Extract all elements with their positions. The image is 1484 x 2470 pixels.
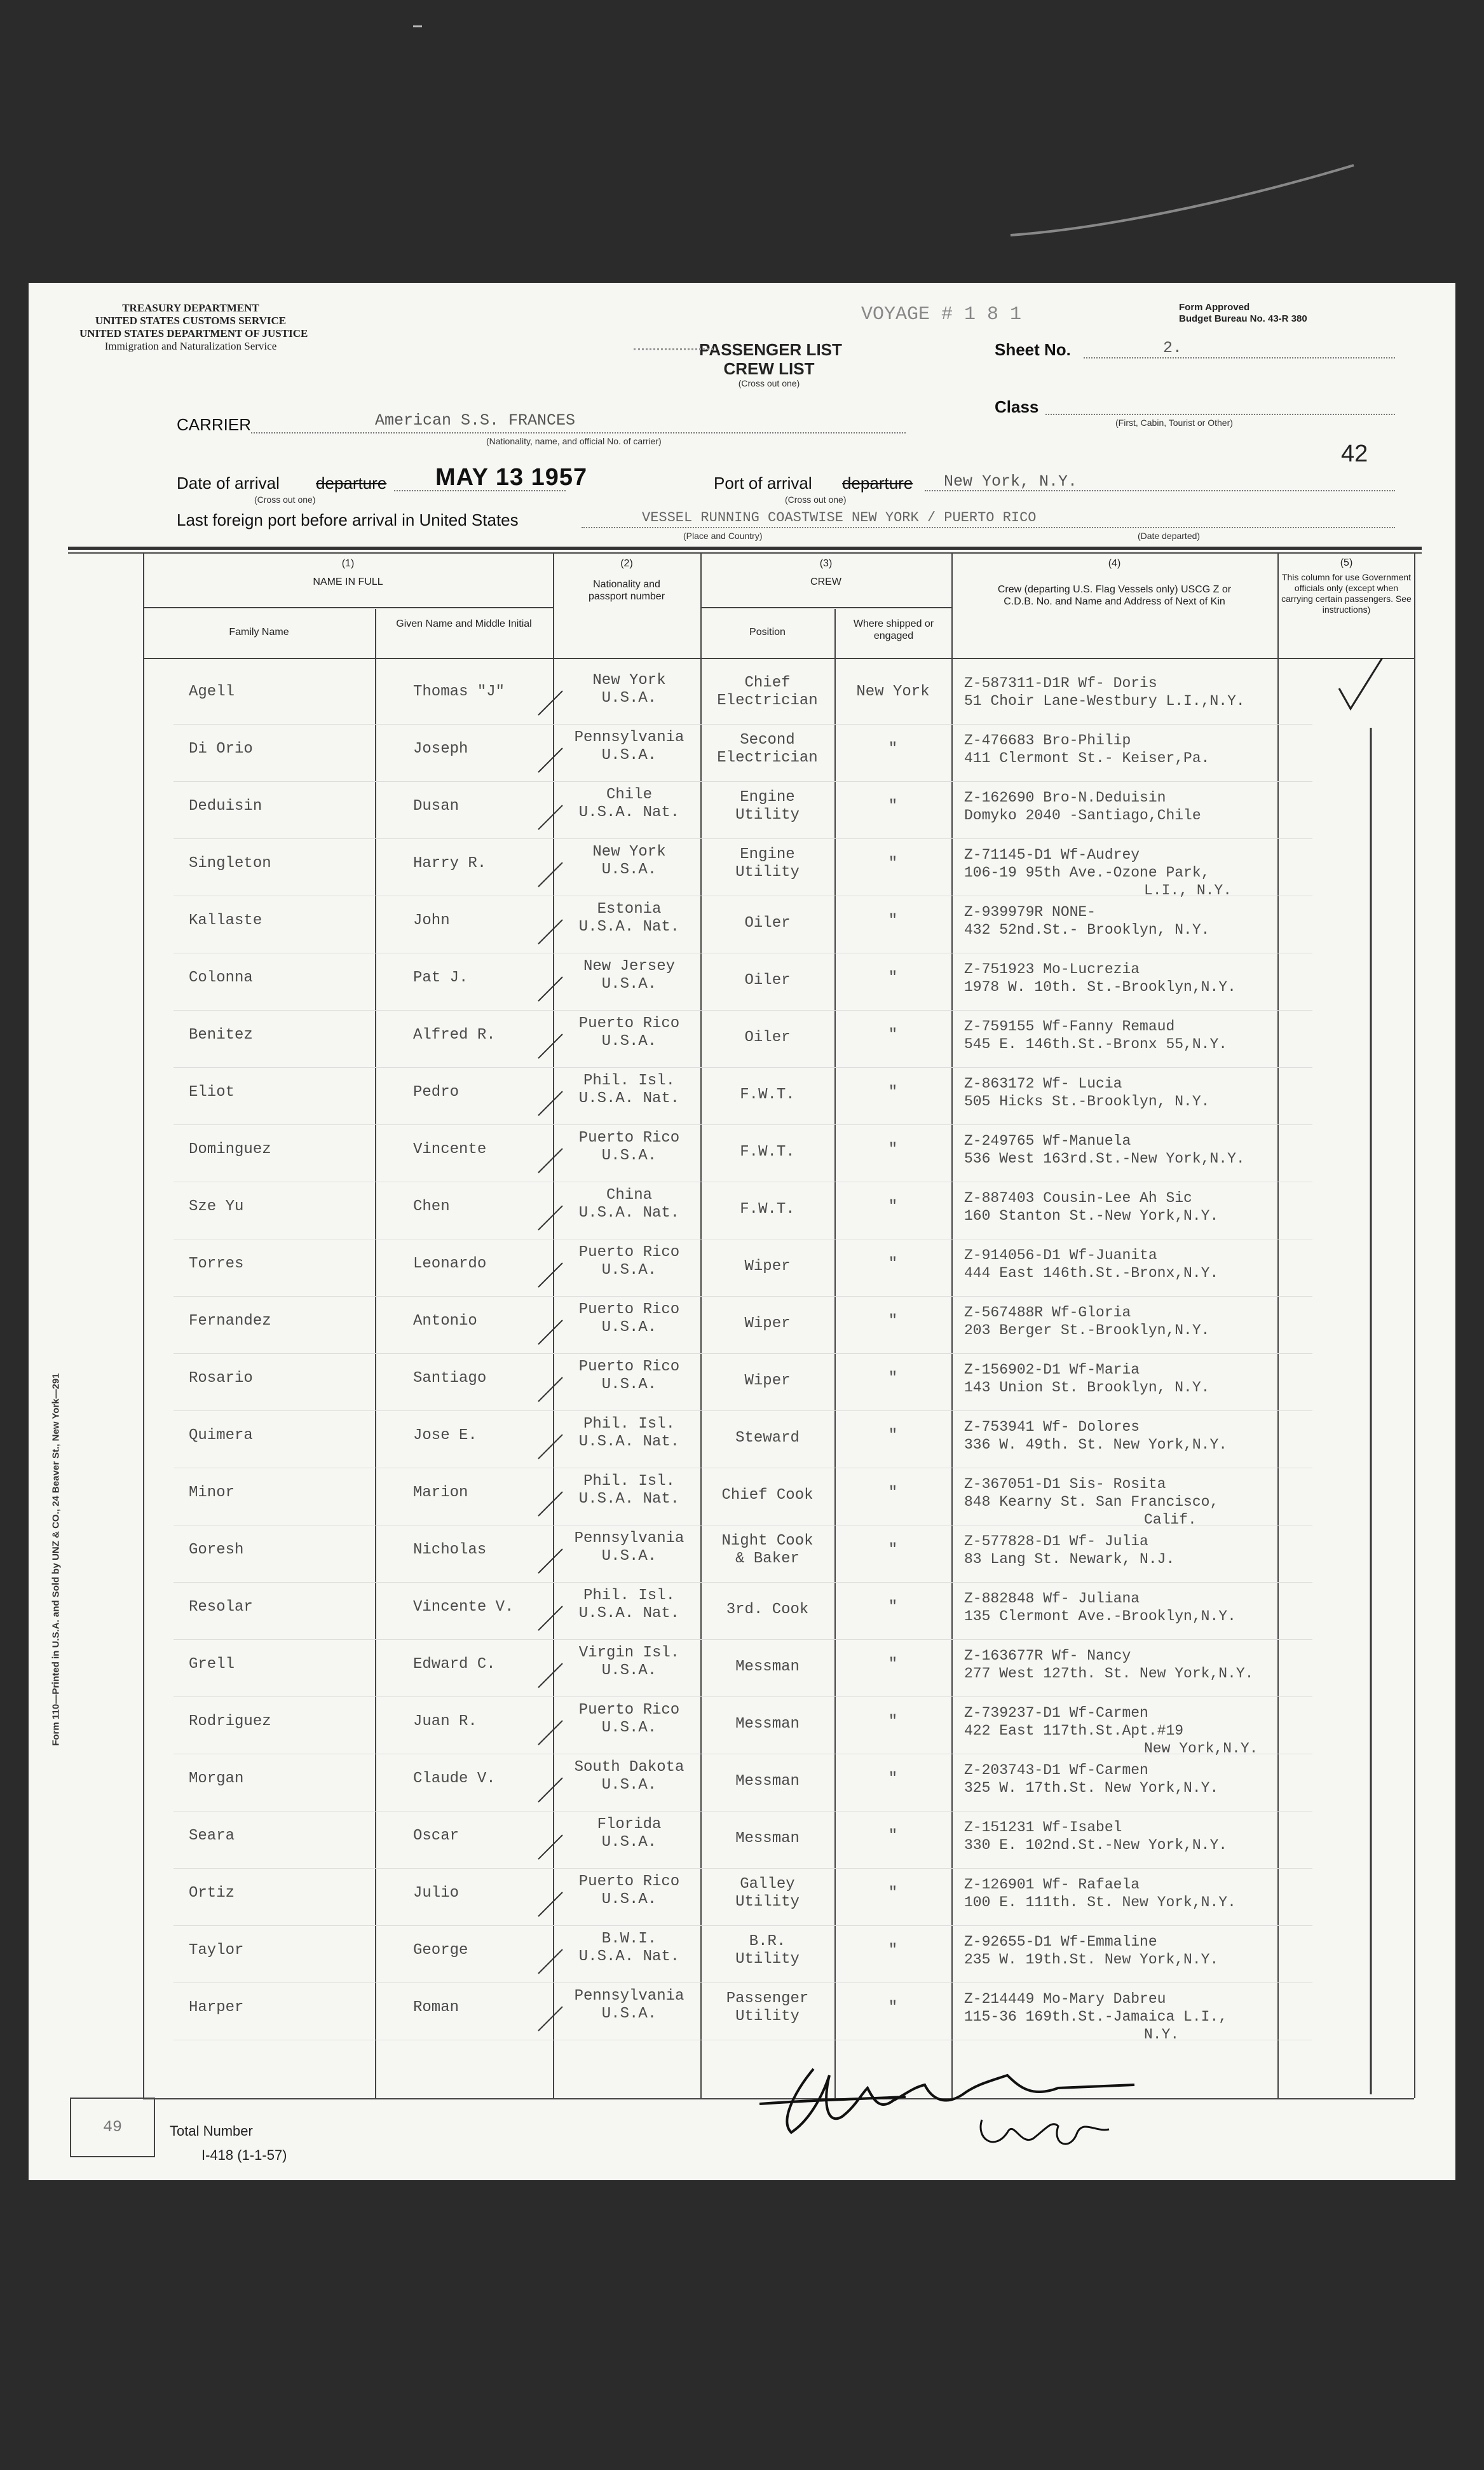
class-line <box>1045 414 1395 415</box>
col4-head <box>951 557 1277 608</box>
total-number-label: Total Number <box>170 2123 253 2139</box>
check-mark-column <box>1331 658 1389 2101</box>
port-note: (Cross out one) <box>785 495 847 505</box>
kin-line-2: 422 East 117th.St.Apt.#19 <box>964 1723 1184 1739</box>
kin-line-1: Z-92655-D1 Wf-Emmaline <box>964 1934 1157 1950</box>
where-shipped: " <box>888 1427 898 1444</box>
col1-title: NAME IN FULL <box>313 577 383 587</box>
where-shipped: " <box>888 740 898 758</box>
where-shipped: " <box>888 1084 898 1101</box>
nationality-line-2: U.S.A. Nat. <box>578 1204 680 1222</box>
printer-side-note: Form 110—Printed in U.S.A. and Sold by UNZ & CO., 24 Beaver St., New York—291 <box>50 1373 62 1746</box>
kin-line-2: 411 Clermont St.- Keiser,Pa. <box>964 750 1210 767</box>
nationality-line-1: New York <box>592 843 666 861</box>
position: Wiper <box>744 1372 791 1389</box>
where-shipped: " <box>888 1999 898 2016</box>
where-shipped: " <box>888 1827 898 1845</box>
scan-speck <box>413 25 422 27</box>
nationality-line-2: U.S.A. Nat. <box>578 1491 680 1508</box>
carrier-label: CARRIER <box>177 415 252 434</box>
nationality-line-2: U.S.A. <box>601 747 657 764</box>
col1-head <box>143 557 553 588</box>
nationality-line-2: U.S.A. <box>601 861 657 878</box>
kin-line-3: N.Y. <box>1144 2026 1180 2043</box>
kin-line-1: Z-587311-D1R Wf- Doris <box>964 675 1157 692</box>
col5-number: (5) <box>1340 557 1353 568</box>
position: 3rd. Cook <box>726 1601 809 1618</box>
given-name: Vincente <box>413 1141 487 1158</box>
kin-line-1: Z-567488R Wf-Gloria <box>964 1304 1131 1321</box>
total-box-value: 49 <box>102 2118 122 2136</box>
kin-line-2: 235 W. 19th.St. New York,N.Y. <box>964 1951 1219 1968</box>
nationality-line-2: U.S.A. <box>601 976 657 993</box>
kin-line-2: 277 West 127th. St. New York,N.Y. <box>964 1665 1254 1682</box>
row-divider <box>174 1353 1312 1354</box>
nationality-line-1: Puerto Rico <box>578 1129 680 1147</box>
position-line-1: Chief <box>744 674 791 692</box>
where-shipped: " <box>888 912 898 929</box>
title-strike <box>634 348 713 354</box>
carrier-value: American S.S. FRANCES <box>375 411 576 430</box>
row-divider <box>174 1868 1312 1869</box>
kin-line-2: 432 52nd.St.- Brooklyn, N.Y. <box>964 922 1210 938</box>
nationality-line-1: Phil. Isl. <box>583 1416 676 1433</box>
kin-line-1: Z-887403 Cousin-Lee Ah Sic <box>964 1190 1192 1206</box>
family-name: Rodriguez <box>189 1713 271 1730</box>
family-name: Singleton <box>189 855 271 872</box>
col3a-head: Position <box>749 627 786 638</box>
nationality-line-1: Puerto Rico <box>578 1873 680 1890</box>
where-shipped: " <box>888 1484 898 1501</box>
port-struck: departure <box>842 474 913 493</box>
where-shipped: " <box>888 969 898 986</box>
where-shipped: " <box>888 1942 898 1959</box>
position: Messman <box>735 1773 800 1790</box>
col2-title: Nationality and passport number <box>588 579 665 602</box>
kin-line-1: Z-739237-D1 Wf-Carmen <box>964 1705 1148 1721</box>
sheet-label: Sheet No. <box>995 340 1071 359</box>
nationality-line-2: U.S.A. Nat. <box>578 1605 680 1622</box>
table-top-rule-2 <box>68 552 1422 554</box>
col1a-head: Family Name <box>229 627 289 638</box>
border-left <box>143 554 144 2098</box>
position-line-2: Utility <box>735 1893 800 1911</box>
col3b-head: Where shipped or engaged <box>853 618 934 641</box>
family-name: Resolar <box>189 1599 253 1616</box>
nationality-line-1: B.W.I. <box>601 1930 657 1948</box>
nationality-line-2: U.S.A. <box>601 2005 657 2023</box>
nationality-line-1: Virgin Isl. <box>578 1644 680 1661</box>
kin-line-1: Z-151231 Wf-Isabel <box>964 1819 1122 1836</box>
nationality-line-1: New York <box>592 672 666 689</box>
position-line-1: Night Cook <box>721 1532 813 1550</box>
nationality-line-2: U.S.A. <box>601 1147 657 1164</box>
nationality-line-2: U.S.A. <box>601 1719 657 1737</box>
nationality-line-2: U.S.A. Nat. <box>578 1433 680 1450</box>
position-line-2: Electrician <box>717 692 818 709</box>
nationality-line-1: Chile <box>606 786 652 803</box>
given-name: Vincente V. <box>413 1599 514 1616</box>
given-name: Joseph <box>413 740 468 758</box>
kin-line-1: Z-214449 Mo-Mary Dabreu <box>964 1991 1166 2007</box>
given-name: Julio <box>413 1885 459 1902</box>
family-name: Eliot <box>189 1084 235 1101</box>
voyage-stamp: VOYAGE # 1 8 1 <box>861 304 1022 325</box>
position-line-1: Second <box>740 732 795 749</box>
nationality-line-1: Phil. Isl. <box>583 1473 676 1490</box>
col5-title: This column for use Government officials only (except when carrying certain passengers. See instructions) <box>1281 572 1412 615</box>
position-line-2: Electrician <box>717 749 818 767</box>
arrival-date-stamp: MAY 13 1957 <box>435 464 588 491</box>
form-approved: Form Approved <box>1179 302 1250 313</box>
nationality-line-1: Puerto Rico <box>578 1702 680 1719</box>
nationality-line-2: U.S.A. Nat. <box>578 804 680 821</box>
position: Oiler <box>744 1029 791 1046</box>
row-divider <box>174 1410 1312 1411</box>
crew-list-form <box>29 283 1455 2180</box>
kin-line-1: Z-367051-D1 Sis- Rosita <box>964 1476 1166 1492</box>
position: F.W.T. <box>740 1201 795 1218</box>
kin-line-2: 106-19 95th Ave.-Ozone Park, <box>964 864 1210 881</box>
nationality-line-1: Pennsylvania <box>574 729 684 746</box>
position-line-2: & Baker <box>735 1550 800 1567</box>
where-shipped: " <box>888 1027 898 1044</box>
family-name: Sze Yu <box>189 1198 244 1215</box>
position: Oiler <box>744 915 791 932</box>
col3-head <box>700 557 951 588</box>
nationality-line-1: South Dakota <box>574 1759 684 1776</box>
given-name: Jose E. <box>413 1427 477 1444</box>
kin-line-2: 848 Kearny St. San Francisco, <box>964 1494 1219 1510</box>
given-name: Edward C. <box>413 1656 496 1673</box>
inspector-signature <box>753 2050 1147 2158</box>
nationality-line-2: U.S.A. <box>601 1319 657 1336</box>
crew-subhead-rule <box>700 607 951 608</box>
title-note: (Cross out one) <box>738 378 800 388</box>
given-name: Harry R. <box>413 855 487 872</box>
nationality-line-2: U.S.A. Nat. <box>578 918 680 936</box>
border-3-4 <box>951 554 953 2098</box>
row-divider <box>174 1925 1312 1926</box>
position: Oiler <box>744 972 791 989</box>
kin-line-1: Z-476683 Bro-Philip <box>964 732 1131 749</box>
position: Steward <box>735 1429 800 1447</box>
given-name: Juan R. <box>413 1713 477 1730</box>
given-name: George <box>413 1942 468 1959</box>
position: Messman <box>735 1716 800 1733</box>
title-crew: CREW LIST <box>723 359 815 378</box>
col3-number: (3) <box>819 558 833 569</box>
family-name: Di Orio <box>189 740 253 758</box>
position: Wiper <box>744 1258 791 1275</box>
kin-line-1: Z-939979R NONE- <box>964 904 1096 920</box>
kin-line-2: 505 Hicks St.-Brooklyn, N.Y. <box>964 1093 1210 1110</box>
where-shipped: " <box>888 1255 898 1273</box>
kin-line-2: 330 E. 102nd.St.-New York,N.Y. <box>964 1837 1228 1853</box>
nationality-line-1: Pennsylvania <box>574 1988 684 2005</box>
sheet-value: 2. <box>1163 339 1183 357</box>
header-bottom-rule <box>143 658 1414 659</box>
where-shipped: " <box>888 855 898 872</box>
kin-line-1: Z-203743-D1 Wf-Carmen <box>964 1762 1148 1778</box>
family-name: Rosario <box>189 1370 253 1387</box>
col3-title: CREW <box>810 577 841 587</box>
family-name: Colonna <box>189 969 253 986</box>
where-shipped: " <box>888 1198 898 1215</box>
position: Messman <box>735 1658 800 1675</box>
where-shipped: New York <box>856 683 930 700</box>
position-line-2: Utility <box>735 864 800 881</box>
where-shipped: " <box>888 1599 898 1616</box>
given-name: Santiago <box>413 1370 487 1387</box>
nationality-line-1: Puerto Rico <box>578 1301 680 1318</box>
position: F.W.T. <box>740 1086 795 1103</box>
nationality-line-2: U.S.A. <box>601 1834 657 1851</box>
position-line-2: Utility <box>735 807 800 824</box>
given-name: Roman <box>413 1999 459 2016</box>
col5-head <box>1279 557 1414 615</box>
nationality-line-2: U.S.A. <box>601 1548 657 1565</box>
row-divider <box>174 724 1312 725</box>
kin-line-2: 115-36 169th.St.-Jamaica L.I., <box>964 2009 1228 2025</box>
given-name: Pat J. <box>413 969 468 986</box>
nationality-line-2: U.S.A. Nat. <box>578 1948 680 1965</box>
row-divider <box>174 1582 1312 1583</box>
name-subhead-rule <box>143 607 553 608</box>
family-name: Seara <box>189 1827 235 1845</box>
kin-line-2: 444 East 146th.St.-Bronx,N.Y. <box>964 1265 1219 1281</box>
agency-line-3: UNITED STATES DEPARTMENT OF JUSTICE <box>79 327 308 339</box>
row-divider <box>174 838 1312 839</box>
row-divider <box>174 1010 1312 1011</box>
pen-stroke <box>1004 159 1360 248</box>
position-line-1: Passenger <box>726 1990 809 2007</box>
arrival-struck: departure <box>316 474 387 493</box>
lastport-line <box>582 527 1395 528</box>
kin-line-3: Calif. <box>1144 1511 1197 1528</box>
where-shipped: " <box>888 1656 898 1673</box>
nationality-line-2: U.S.A. <box>601 1662 657 1679</box>
port-label: Port of arrival <box>714 474 812 493</box>
where-shipped: " <box>888 1770 898 1787</box>
given-name: Marion <box>413 1484 468 1501</box>
family-name: Agell <box>189 683 235 700</box>
position-line-1: Engine <box>740 789 795 806</box>
where-shipped: " <box>888 798 898 815</box>
kin-line-2: Domyko 2040 -Santiago,Chile <box>964 807 1201 824</box>
family-name: Ortiz <box>189 1885 235 1902</box>
row-divider <box>174 1639 1312 1640</box>
nationality-line-1: Puerto Rico <box>578 1358 680 1375</box>
family-name: Taylor <box>189 1942 244 1959</box>
kin-line-1: Z-914056-D1 Wf-Juanita <box>964 1247 1157 1264</box>
port-value: New York, N.Y. <box>944 472 1078 491</box>
kin-line-1: Z-126901 Wf- Rafaela <box>964 1876 1140 1893</box>
page-number: 42 <box>1341 440 1368 467</box>
kin-line-1: Z-249765 Wf-Manuela <box>964 1133 1131 1149</box>
kin-line-1: Z-863172 Wf- Lucia <box>964 1075 1122 1092</box>
title-passenger: PASSENGER LIST <box>699 340 842 359</box>
where-shipped: " <box>888 1713 898 1730</box>
nationality-line-1: Pennsylvania <box>574 1530 684 1547</box>
arrival-label: Date of arrival <box>177 474 280 493</box>
form-code: I-418 (1-1-57) <box>201 2147 287 2163</box>
where-shipped: " <box>888 1885 898 1902</box>
nationality-line-2: U.S.A. Nat. <box>578 1090 680 1107</box>
lastport-label: Last foreign port before arrival in United States <box>177 510 519 529</box>
given-name: Alfred R. <box>413 1027 496 1044</box>
family-name: Grell <box>189 1656 235 1673</box>
class-label: Class <box>995 397 1039 416</box>
nationality-line-2: U.S.A. <box>601 1262 657 1279</box>
sheet-line <box>1084 357 1395 358</box>
col1b-head: Given Name and Middle Initial <box>396 618 532 629</box>
nationality-line-2: U.S.A. <box>601 1033 657 1050</box>
kin-line-2: 203 Berger St.-Brooklyn,N.Y. <box>964 1322 1210 1339</box>
family-name: Quimera <box>189 1427 253 1444</box>
col4-title: Crew (departing U.S. Flag Vessels only) USCG Z or C.D.B. No. and Name and Address of Next of Kin <box>997 584 1232 607</box>
given-name: Nicholas <box>413 1541 487 1559</box>
agency-line-2: UNITED STATES CUSTOMS SERVICE <box>95 315 287 327</box>
carrier-note: (Nationality, name, and official No. of carrier) <box>486 436 662 446</box>
kin-line-1: Z-759155 Wf-Fanny Remaud <box>964 1018 1175 1035</box>
where-shipped: " <box>888 1141 898 1158</box>
family-name: Benitez <box>189 1027 253 1044</box>
row-divider <box>174 1124 1312 1125</box>
agency-line-1: TREASURY DEPARTMENT <box>122 302 259 314</box>
kin-line-1: Z-163677R Wf- Nancy <box>964 1648 1131 1664</box>
agency-line-4: Immigration and Naturalization Service <box>104 340 277 352</box>
row-divider <box>174 1982 1312 1983</box>
nationality-line-2: U.S.A. <box>601 1891 657 1908</box>
family-name: Dominguez <box>189 1141 271 1158</box>
kin-line-1: Z-71145-D1 Wf-Audrey <box>964 847 1140 863</box>
col1-number: (1) <box>341 558 355 569</box>
family-name: Fernandez <box>189 1313 271 1330</box>
where-shipped: " <box>888 1313 898 1330</box>
given-name: Chen <box>413 1198 450 1215</box>
agency-block <box>79 302 308 353</box>
given-name: Dusan <box>413 798 459 815</box>
position-line-2: Utility <box>735 2008 800 2025</box>
row-divider <box>174 1696 1312 1697</box>
nationality-line-2: U.S.A. <box>601 1777 657 1794</box>
kin-line-2: 336 W. 49th. St. New York,N.Y. <box>964 1436 1228 1453</box>
position-line-1: B.R. <box>749 1933 786 1950</box>
row-divider <box>174 781 1312 782</box>
kin-line-1: Z-753941 Wf- Dolores <box>964 1419 1140 1435</box>
family-name: Kallaste <box>189 912 262 929</box>
kin-line-2: 100 E. 111th. St. New York,N.Y. <box>964 1894 1236 1911</box>
kin-line-2: 325 W. 17th.St. New York,N.Y. <box>964 1780 1219 1796</box>
col2-number: (2) <box>620 558 633 569</box>
border-4-5 <box>1277 554 1279 2098</box>
col4-number: (4) <box>1108 558 1121 569</box>
nationality-line-1: Phil. Isl. <box>583 1587 676 1604</box>
given-name: Oscar <box>413 1827 459 1845</box>
kin-line-2: 51 Choir Lane-Westbury L.I.,N.Y. <box>964 693 1245 709</box>
kin-line-3: New York,N.Y. <box>1144 1740 1258 1757</box>
given-name: Pedro <box>413 1084 459 1101</box>
kin-line-1: Z-751923 Mo-Lucrezia <box>964 961 1140 978</box>
position-line-2: Utility <box>735 1951 800 1968</box>
family-name: Minor <box>189 1484 235 1501</box>
col2-head <box>553 557 700 603</box>
kin-line-3: L.I., N.Y. <box>1144 882 1232 899</box>
position-line-1: Engine <box>740 846 795 863</box>
nationality-line-1: Phil. Isl. <box>583 1072 676 1089</box>
position-line-1: Galley <box>740 1876 795 1893</box>
nationality-line-1: Florida <box>597 1816 662 1833</box>
row-divider <box>174 1067 1312 1068</box>
family-name: Torres <box>189 1255 244 1273</box>
nationality-line-1: China <box>606 1187 652 1204</box>
nationality-line-2: U.S.A. <box>601 690 657 707</box>
form-approved-block <box>1179 302 1307 325</box>
position: Wiper <box>744 1315 791 1332</box>
row-divider <box>174 1811 1312 1812</box>
lastport-note-place: (Place and Country) <box>683 531 763 541</box>
where-shipped: " <box>888 1541 898 1559</box>
kin-line-2: 545 E. 146th.St.-Bronx 55,N.Y. <box>964 1036 1228 1053</box>
nationality-line-2: U.S.A. <box>601 1376 657 1393</box>
nationality-line-1: Puerto Rico <box>578 1015 680 1032</box>
given-name: Claude V. <box>413 1770 496 1787</box>
border-right <box>1414 554 1415 2098</box>
given-name: Leonardo <box>413 1255 487 1273</box>
given-name: John <box>413 912 450 929</box>
family-name: Deduisin <box>189 798 262 815</box>
kin-line-2: 160 Stanton St.-New York,N.Y. <box>964 1208 1219 1224</box>
kin-line-1: Z-882848 Wf- Juliana <box>964 1590 1140 1607</box>
kin-line-2: 83 Lang St. Newark, N.J. <box>964 1551 1175 1567</box>
lastport-note-date: (Date departed) <box>1138 531 1201 541</box>
family-name: Goresh <box>189 1541 244 1559</box>
table-top-rule <box>68 547 1422 550</box>
carrier-line <box>251 432 906 433</box>
family-name: Harper <box>189 1999 244 2016</box>
list-title <box>699 340 842 388</box>
where-shipped: " <box>888 1370 898 1387</box>
budget-bureau: Budget Bureau No. 43-R 380 <box>1179 313 1307 324</box>
kin-line-1: Z-577828-D1 Wf- Julia <box>964 1533 1148 1550</box>
lastport-value: VESSEL RUNNING COASTWISE NEW YORK / PUERTO RICO <box>642 510 1037 526</box>
arrival-note: (Cross out one) <box>254 495 316 505</box>
given-name: Thomas "J" <box>413 683 505 700</box>
position: Messman <box>735 1830 800 1847</box>
row-divider <box>174 1296 1312 1297</box>
class-note: (First, Cabin, Tourist or Other) <box>1115 418 1233 428</box>
position: F.W.T. <box>740 1143 795 1161</box>
nationality-line-1: Estonia <box>597 901 662 918</box>
given-name: Antonio <box>413 1313 477 1330</box>
nationality-line-1: New Jersey <box>583 958 676 975</box>
kin-line-2: 143 Union St. Brooklyn, N.Y. <box>964 1379 1210 1396</box>
kin-line-2: 1978 W. 10th. St.-Brooklyn,N.Y. <box>964 979 1236 995</box>
kin-line-1: Z-156902-D1 Wf-Maria <box>964 1361 1140 1378</box>
kin-line-2: 536 West 163rd.St.-New York,N.Y. <box>964 1150 1245 1167</box>
nationality-line-1: Puerto Rico <box>578 1244 680 1261</box>
kin-line-2: 135 Clermont Ave.-Brooklyn,N.Y. <box>964 1608 1236 1625</box>
kin-line-1: Z-162690 Bro-N.Deduisin <box>964 789 1166 806</box>
position: Chief Cook <box>721 1487 813 1504</box>
total-box <box>70 2098 155 2157</box>
family-name: Morgan <box>189 1770 244 1787</box>
